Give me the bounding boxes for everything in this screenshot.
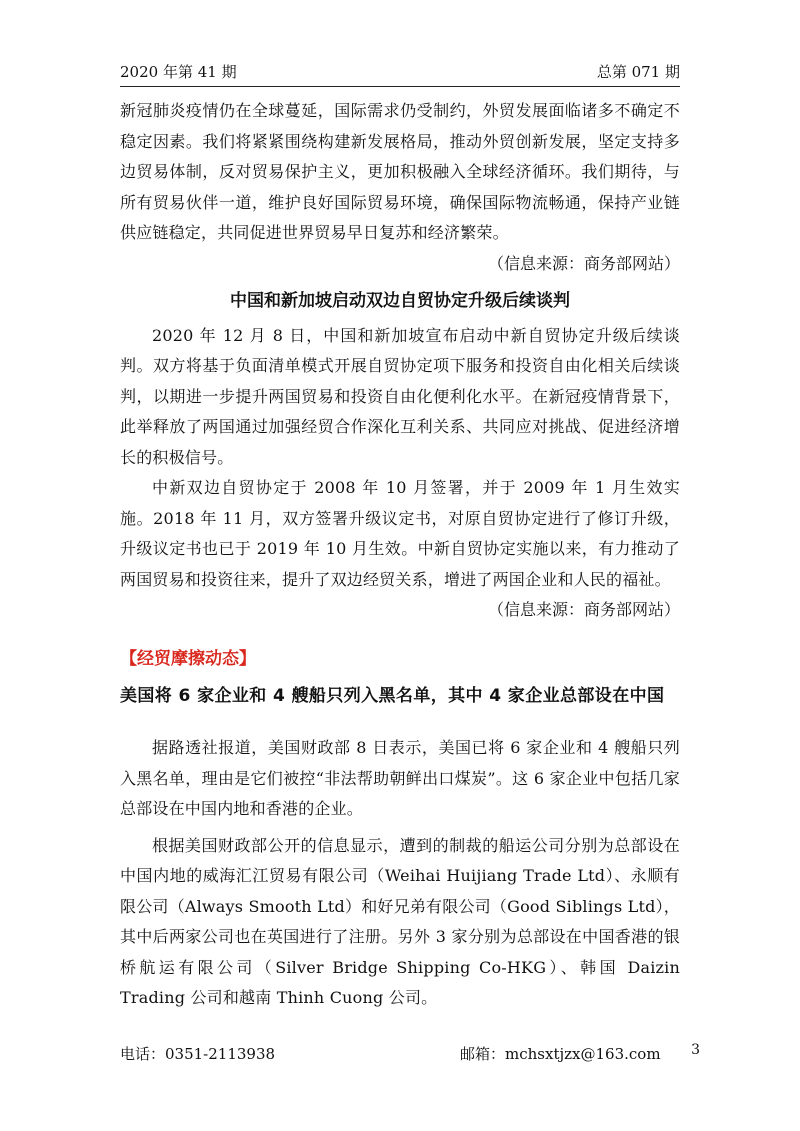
contact-phone: 电话：0351-2113938 xyxy=(120,1045,276,1063)
contact-email: 邮箱：mchsxtjzx@163.com xyxy=(460,1045,661,1063)
article1-paragraph-1: 2020 年 12 月 8 日，中国和新加坡宣布启动中新自贸协定升级后续谈判。双方将基于负面清单模式开展自贸协定项下服务和投资自由化相关后续谈判，以期进一步提升两国贸易和投资自由化便利化水平。在新冠疫情背景下，此举释放了两国通过加强经贸合作深化互利关系、共同应对挑战、促进经济增长的积极信号。 xyxy=(120,325,680,467)
total-issue-number: 总第 071 期 xyxy=(596,63,680,81)
article1-paragraph-2: 中新双边自贸协定于 2008 年 10 月签署，并于 2009 年 1 月生效实施。2018 年 11 月，双方签署升级议定书，对原自贸协定进行了修订升级，升级议定书也已于 2019 年 10 月生效。中新自贸协定实施以来，有力推动了两国贸易和投资往来，提升了双边经贸关系，增进了两国企业和人民的福祉。 xyxy=(120,478,680,589)
article2-paragraph-1: 据路透社报道，美国财政部 8 日表示，美国已将 6 家企业和 4 艘船只列入黑名单，理由是它们被控“非法帮助朝鲜出口煤炭”。这 6 家企业中包括几家总部设在中国内地和香港的企业。 xyxy=(120,738,680,818)
issue-number: 2020 年第 41 期 xyxy=(120,63,237,81)
page-number: 3 xyxy=(691,1042,700,1058)
article2-title: 美国将 6 家企业和 4 艘船只列入黑名单，其中 4 家企业总部设在中国 xyxy=(120,686,665,706)
page-header xyxy=(120,62,680,86)
article1-title: 中国和新加坡启动双边自贸协定升级后续谈判 xyxy=(230,290,570,311)
section-heading: 【经贸摩擦动态】 xyxy=(120,649,256,669)
header-divider xyxy=(120,86,680,87)
intro-paragraph: 新冠肺炎疫情仍在全球蔓延，国际需求仍受制约，外贸发展面临诸多不确定不稳定因素。我们将紧紧围绕构建新发展格局，推动外贸创新发展，坚定支持多边贸易体制，反对贸易保护主义，更加积极融入全球经济循环。我们期待，与所有贸易伙伴一道，维护良好国际贸易环境，确保国际物流畅通，保持产业链供应链稳定，共同促进世界贸易早日复苏和经济繁荣。 xyxy=(120,101,680,242)
article1-source: （信息来源：商务部网站） xyxy=(487,600,680,619)
intro-source: （信息来源：商务部网站） xyxy=(487,253,680,273)
article2-paragraph-2: 根据美国财政部公开的信息显示，遭到的制裁的船运公司分别为总部设在中国内地的威海汇江贸易有限公司（Weihai Huijiang Trade Ltd）、永顺有限公司（Always Smooth Ltd）和好兄弟有限公司（Good Siblings Ltd），其中后两家公司也在英国进行了注册。另外 3 家分别为总部设在中国香港的银桥航运有限公司（Silver Bridge Shipping Co-HKG）、韩国 Daizin Trading 公司和越南 Thinh Cuong 公司。 xyxy=(120,835,680,1007)
page-footer xyxy=(120,1043,700,1067)
page-content xyxy=(120,96,680,1014)
